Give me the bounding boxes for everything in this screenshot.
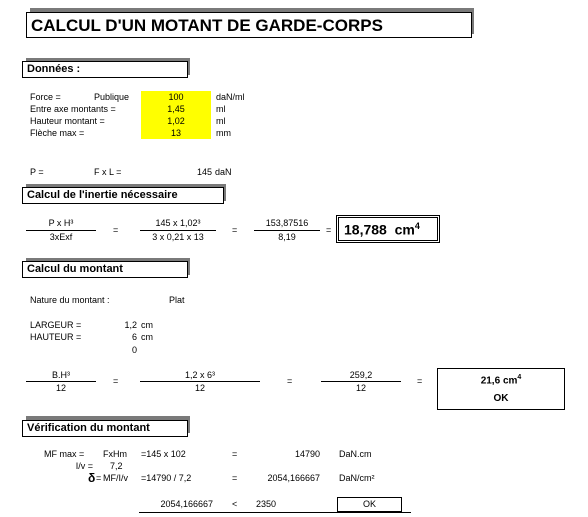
section-donnees-label: Données : (27, 63, 81, 75)
section-montant (22, 258, 190, 278)
montant-f2-den: 12 (194, 383, 205, 393)
p-formula: F x L = (94, 167, 122, 177)
sigma-symbol: δ (88, 471, 96, 485)
force-unit: daN/ml (216, 92, 245, 102)
fleche-unit: mm (216, 128, 231, 138)
check-limit: 2350 (256, 499, 277, 509)
inertie-eq1: = (113, 225, 119, 235)
sigma-value: 2054,166667 (267, 473, 320, 483)
inertie-result (344, 221, 420, 238)
montant-result-exp: 4 (517, 374, 522, 381)
force-type: Publique (94, 92, 130, 102)
section-inertie (22, 184, 226, 204)
hauteur-m-unit: cm (141, 332, 153, 342)
montant-f2-num: 1,2 x 6³ (184, 370, 215, 380)
inertie-result-value: 18,788 (344, 221, 387, 238)
hauteur-label: Hauteur montant = (30, 116, 105, 126)
force-value[interactable]: 100 (168, 92, 184, 102)
inertie-f2-bar (140, 230, 216, 231)
entraxe-value[interactable]: 1,45 (167, 104, 185, 114)
montant-result-value: 21,6 (480, 375, 501, 387)
sigma-eq: = (96, 473, 102, 483)
inertie-f1-bar (26, 230, 96, 231)
montant-f3-den: 12 (355, 383, 366, 393)
check-value: 2054,166667 (160, 499, 213, 509)
montant-eq1: = (113, 376, 119, 386)
section-inertie-label: Calcul de l'inertie nécessaire (27, 189, 178, 201)
montant-f3-num: 259,2 (349, 370, 373, 380)
fleche-value[interactable]: 13 (170, 128, 181, 138)
inertie-f2-den: 3 x 0,21 x 13 (152, 232, 204, 242)
force-label: Force = (30, 92, 61, 102)
iv-label: I/v = (75, 461, 93, 471)
entraxe-unit: ml (216, 104, 226, 114)
check-op: < (232, 499, 238, 509)
mf-value: 14790 (294, 449, 320, 459)
title-box (26, 8, 474, 38)
p-value: 145 (196, 167, 212, 177)
sigma-unit: DaN/cm² (339, 473, 375, 483)
hauteur-m-label: HAUTEUR = (30, 332, 82, 342)
montant-f1-bar (26, 381, 96, 382)
montant-f1-num: B.H³ (52, 370, 70, 380)
largeur-value: 1,2 (124, 320, 137, 330)
fleche-label: Flèche max = (30, 128, 85, 138)
largeur-unit: cm (141, 320, 153, 330)
montant-f1-den: 12 (55, 383, 66, 393)
mf-formula: FxHm (103, 449, 127, 459)
mf-unit: DaN.cm (339, 449, 372, 459)
inertie-f1-den: 3xExf (49, 232, 73, 242)
largeur-label: LARGEUR = (30, 320, 82, 330)
hauteur-unit: ml (216, 116, 226, 126)
inertie-f3-bar (254, 230, 320, 231)
inertie-f1-num: P x H³ (48, 218, 74, 228)
montant-f2-bar (140, 381, 260, 382)
section-verification-label: Vérification du montant (27, 422, 150, 434)
inertie-f3-num: 153,87516 (265, 218, 309, 228)
sigma-formula: MF/I/v (103, 473, 128, 483)
nature-label: Nature du montant : (30, 295, 110, 305)
section-donnees (22, 58, 190, 78)
montant-eq2: = (287, 376, 293, 386)
page-title: CALCUL D'UN MOTANT DE GARDE-CORPS (31, 16, 383, 35)
section-verification (22, 416, 190, 437)
iv-value: 7,2 (110, 461, 123, 471)
section-montant-label: Calcul du montant (27, 263, 123, 275)
entraxe-label: Entre axe montants = (30, 104, 116, 114)
sigma-expr: =14790 / 7,2 (141, 473, 192, 483)
inertie-result-exp: 4 (414, 221, 420, 231)
montant-result-unit: cm (502, 375, 518, 387)
inertie-result-unit: cm (394, 221, 415, 238)
inertie-eq2: = (232, 225, 238, 235)
inertie-f3-den: 8,19 (278, 232, 296, 242)
hauteur-value[interactable]: 1,02 (167, 116, 185, 126)
montant-extra-value: 0 (131, 345, 137, 355)
mf-eq: = (232, 449, 238, 459)
p-unit: daN (215, 167, 232, 177)
inertie-f2-num: 145 x 1,02³ (155, 218, 201, 228)
mf-expr: =145 x 102 (141, 449, 186, 459)
montant-result-status: OK (493, 393, 509, 404)
mf-label: MF max = (44, 449, 85, 459)
p-label: P = (30, 167, 44, 177)
montant-result (437, 374, 565, 386)
inertie-eq3: = (326, 225, 332, 235)
check-status: OK (362, 499, 376, 509)
nature-value: Plat (169, 295, 185, 305)
montant-f3-bar (321, 381, 401, 382)
sigma-eq2: = (232, 473, 238, 483)
hauteur-m-value: 6 (131, 332, 137, 342)
montant-eq3: = (417, 376, 423, 386)
